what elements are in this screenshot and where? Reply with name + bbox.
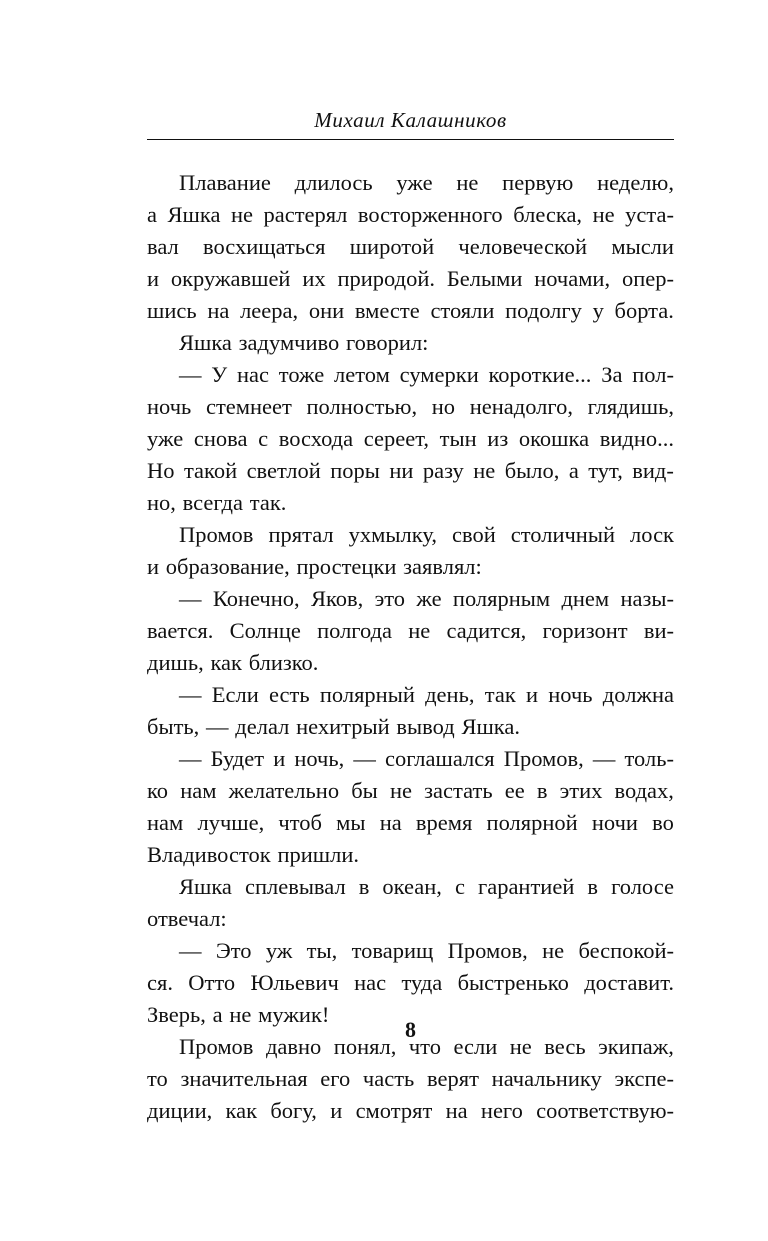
text-line: Яшка сплевывал в океан, с гарантией в голосе <box>179 874 674 899</box>
text-line: вается. Солнце полгода не садится, горизонт ви- <box>147 618 674 643</box>
text-line: отвечал: <box>147 906 227 931</box>
text-line: вал восхищаться широтой человеческой мысли <box>147 234 674 259</box>
text-line: уже снова с восхода сереет, тын из окошка видно... <box>147 426 674 451</box>
text-line: Зверь, а не мужик! <box>147 1002 330 1027</box>
header-rule <box>147 139 674 140</box>
text-line: — Если есть полярный день, так и ночь должна <box>179 682 674 707</box>
text-line: Промов прятал ухмылку, свой столичный лоск <box>179 522 674 547</box>
running-header: Михаил Калашников <box>314 108 507 132</box>
text-line: Но такой светлой поры ни разу не было, а тут, вид- <box>147 458 674 483</box>
text-line: ночь стемнеет полностью, но ненадолго, глядишь, <box>147 394 674 419</box>
page-number: 8 <box>405 1017 416 1042</box>
text-line: то значительная его часть верят начальнику экспе- <box>147 1066 674 1091</box>
text-line: ко нам желательно бы не застать ее в этих водах, <box>147 778 674 803</box>
text-line: шись на леера, они вместе стояли подолгу у борта. <box>147 298 674 323</box>
text-line: диции, как богу, и смотрят на него соответствую- <box>147 1098 674 1123</box>
text-line: нам лучше, чтоб мы на время полярной ночи во <box>147 810 674 835</box>
text-line: ся. Отто Юльевич нас туда быстренько доставит. <box>147 970 674 995</box>
text-line: — Конечно, Яков, это же полярным днем назы- <box>179 586 674 611</box>
text-line: а Яшка не растерял восторженного блеска, не уста- <box>147 202 674 227</box>
text-line: — У нас тоже летом сумерки короткие... За пол- <box>179 362 674 387</box>
text-line: дишь, как близко. <box>147 650 319 675</box>
text-line: Владивосток пришли. <box>147 842 360 867</box>
text-line: Промов давно понял, что если не весь экипаж, <box>179 1034 674 1059</box>
text-line: но, всегда так. <box>147 490 287 515</box>
text-line: и образование, простецки заявлял: <box>147 554 482 579</box>
text-line: Плавание длилось уже не первую неделю, <box>179 170 674 195</box>
text-line: — Будет и ночь, — соглашался Промов, — толь- <box>179 746 674 771</box>
text-line: и окружавшей их природой. Белыми ночами, опер- <box>147 266 674 291</box>
text-line: быть, — делал нехитрый вывод Яшка. <box>147 714 520 739</box>
text-line: — Это уж ты, товарищ Промов, не беспокой- <box>179 938 674 963</box>
text-line: Яшка задумчиво говорил: <box>179 330 429 355</box>
body-text <box>147 167 674 1127</box>
